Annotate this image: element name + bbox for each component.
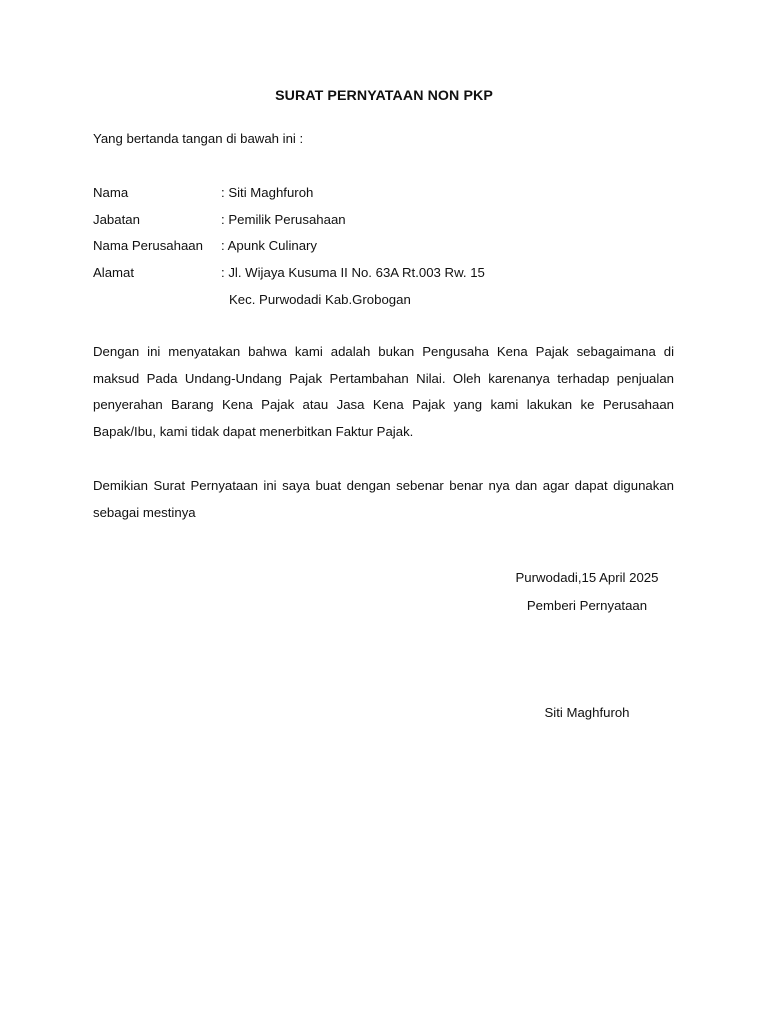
place-date: Purwodadi,15 April 2025 [515, 570, 659, 585]
field-value-nama-perusahaan: : Apunk Culinary [221, 238, 318, 254]
field-value-jabatan: : Pemilik Perusahaan [221, 211, 346, 227]
document-title: SURAT PERNYATAAN NON PKP [275, 88, 493, 104]
signer-role: Pemberi Pernyataan [526, 598, 648, 613]
signer-name: Siti Maghfuroh [544, 705, 630, 720]
address-continuation: Kec. Purwodadi Kab.Grobogan [229, 292, 411, 307]
field-label-jabatan: Jabatan [93, 211, 140, 227]
field-label-alamat: Alamat [93, 265, 135, 281]
closing-paragraph: Demikian Surat Pernyataan ini saya buat dengan sebenar benar nya dan agar dapat digunakan sebagai mestinya [93, 478, 674, 520]
signature-block [507, 568, 667, 616]
field-value-nama: : Siti Maghfuroh [221, 185, 314, 200]
field-value-alamat: : Jl. Wijaya Kusuma II No. 63A Rt.003 Rw. 15 [221, 265, 485, 281]
statement-paragraph: Dengan ini menyatakan bahwa kami adalah bukan Pengusaha Kena Pajak sebagaimana di maksud Pada Undang-Undang Pajak Pertambahan Nilai. Oleh karenanya terhadap penjualan penyerahan Barang Kena Pajak atau Jasa Kena Pajak yang kami lakukan ke Perusahaan Bapak/Ibu, kami tidak dapat menerbitkan Faktur Pajak. [93, 344, 674, 440]
intro-text: Yang bertanda tangan di bawah ini : [93, 131, 304, 146]
field-label-nama-perusahaan: Nama Perusahaan [93, 238, 203, 254]
field-label-nama: Nama [93, 185, 129, 200]
